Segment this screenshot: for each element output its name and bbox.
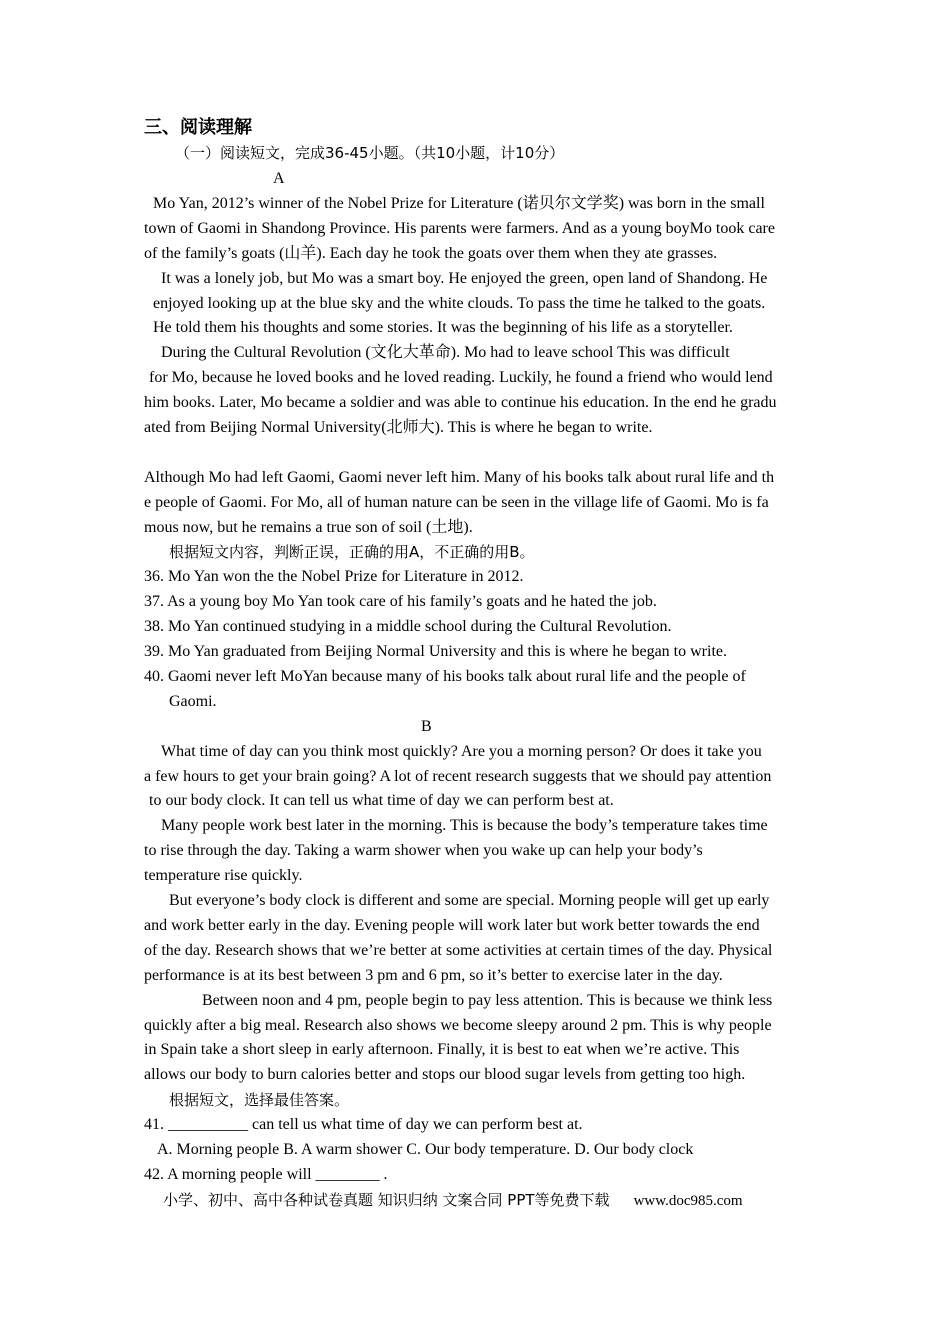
question-item: 41. __________ can tell us what time of day we can perform best at.: [144, 1116, 583, 1133]
passage-a-line: During the Cultural Revolution (文化大革命). Mo had to leave school This was difficult: [161, 344, 730, 361]
footer-url[interactable]: www.doc985.com: [633, 1193, 743, 1209]
passage-b-line: quickly after a big meal. Research also shows we become sleepy around 2 pm. This is why people: [144, 1017, 772, 1034]
passage-a-line: town of Gaomi in Shandong Province. His parents were farmers. And as a young boyMo took care: [144, 220, 775, 237]
passage-a-line: for Mo, because he loved books and he loved reading. Luckily, he found a friend who would lend: [149, 369, 773, 386]
passage-b-label: B: [421, 718, 432, 735]
passage-b-line: But everyone’s body clock is different and some are special. Morning people will get up early: [169, 892, 770, 909]
passage-a-instruction: 根据短文内容，判断正误，正确的用A，不正确的用B。: [169, 543, 535, 561]
passage-a-line: of the family’s goats (山羊). Each day he took the goats over them when they ate grasses.: [144, 245, 718, 262]
question-item: 38. Mo Yan continued studying in a middle school during the Cultural Revolution.: [144, 618, 672, 635]
passage-b-instruction: 根据短文，选择最佳答案。: [169, 1091, 350, 1109]
section-title: 三、阅读理解: [144, 117, 252, 138]
question-item: 36. Mo Yan won the the Nobel Prize for Literature in 2012.: [144, 568, 524, 585]
section-instruction: （一）阅读短文，完成36-45小题。（共10小题，计10分）: [175, 144, 565, 162]
passage-b-line: of the day. Research shows that we’re better at some activities at certain times of the day. Physical: [144, 942, 773, 959]
passage-a-line: mous now, but he remains a true son of soil (土地).: [144, 519, 473, 536]
passage-b-line: allows our body to burn calories better and stops our blood sugar levels from getting too high.: [144, 1066, 746, 1083]
footer-text: 小学、初中、高中各种试卷真题 知识归纳 文案合同 PPT等免费下载: [163, 1191, 610, 1209]
passage-b-line: and work better early in the day. Evening people will work later but work better towards the end: [144, 917, 760, 934]
question-item-continued: Gaomi.: [169, 693, 217, 710]
passage-b-line: temperature rise quickly.: [144, 867, 303, 884]
passage-b-line: to rise through the day. Taking a warm shower when you wake up can help your body’s: [144, 842, 703, 859]
page-footer: [163, 1190, 743, 1211]
passage-a-line: e people of Gaomi. For Mo, all of human nature can be seen in the village life of Gaomi. Mo is fa: [144, 494, 769, 511]
passage-b-line: Many people work best later in the morning. This is because the body’s temperature takes time: [161, 817, 768, 834]
passage-b-line: to our body clock. It can tell us what time of day we can perform best at.: [149, 792, 614, 809]
passage-a-line: Mo Yan, 2012’s winner of the Nobel Prize for Literature (诺贝尔文学奖) was born in the small: [153, 195, 765, 212]
question-item: 42. A morning people will ________ .: [144, 1166, 388, 1183]
question-item: 37. As a young boy Mo Yan took care of his family’s goats and he hated the job.: [144, 593, 657, 610]
passage-a-line: enjoyed looking up at the blue sky and the white clouds. To pass the time he talked to the goats.: [153, 295, 766, 312]
question-item: 40. Gaomi never left MoYan because many of his books talk about rural life and the people of: [144, 668, 746, 685]
passage-a-line: It was a lonely job, but Mo was a smart boy. He enjoyed the green, open land of Shandong. He: [161, 270, 768, 287]
question-item: 39. Mo Yan graduated from Beijing Normal University and this is where he began to write.: [144, 643, 727, 660]
passage-b-line: What time of day can you think most quickly? Are you a morning person? Or does it take you: [161, 743, 762, 760]
passage-a-line: ated from Beijing Normal University(北师大). This is where he began to write.: [144, 419, 653, 436]
passage-b-line: performance is at its best between 3 pm and 6 pm, so it’s better to exercise later in the day.: [144, 967, 723, 984]
passage-b-line: a few hours to get your brain going? A lot of recent research suggests that we should pay attention: [144, 768, 772, 785]
passage-a-label: A: [273, 170, 285, 187]
question-options: A. Morning people B. A warm shower C. Our body temperature. D. Our body clock: [157, 1141, 694, 1158]
passage-a-line: Although Mo had left Gaomi, Gaomi never left him. Many of his books talk about rural life and th: [144, 469, 775, 486]
passage-a-line: He told them his thoughts and some stories. It was the beginning of his life as a storyteller.: [153, 319, 733, 336]
passage-b-line: Between noon and 4 pm, people begin to pay less attention. This is because we think less: [202, 992, 773, 1009]
passage-a-line: him books. Later, Mo became a soldier and was able to continue his education. In the end he gradu: [144, 394, 777, 411]
passage-b-line: in Spain take a short sleep in early afternoon. Finally, it is best to eat when we’re active. This: [144, 1041, 740, 1058]
